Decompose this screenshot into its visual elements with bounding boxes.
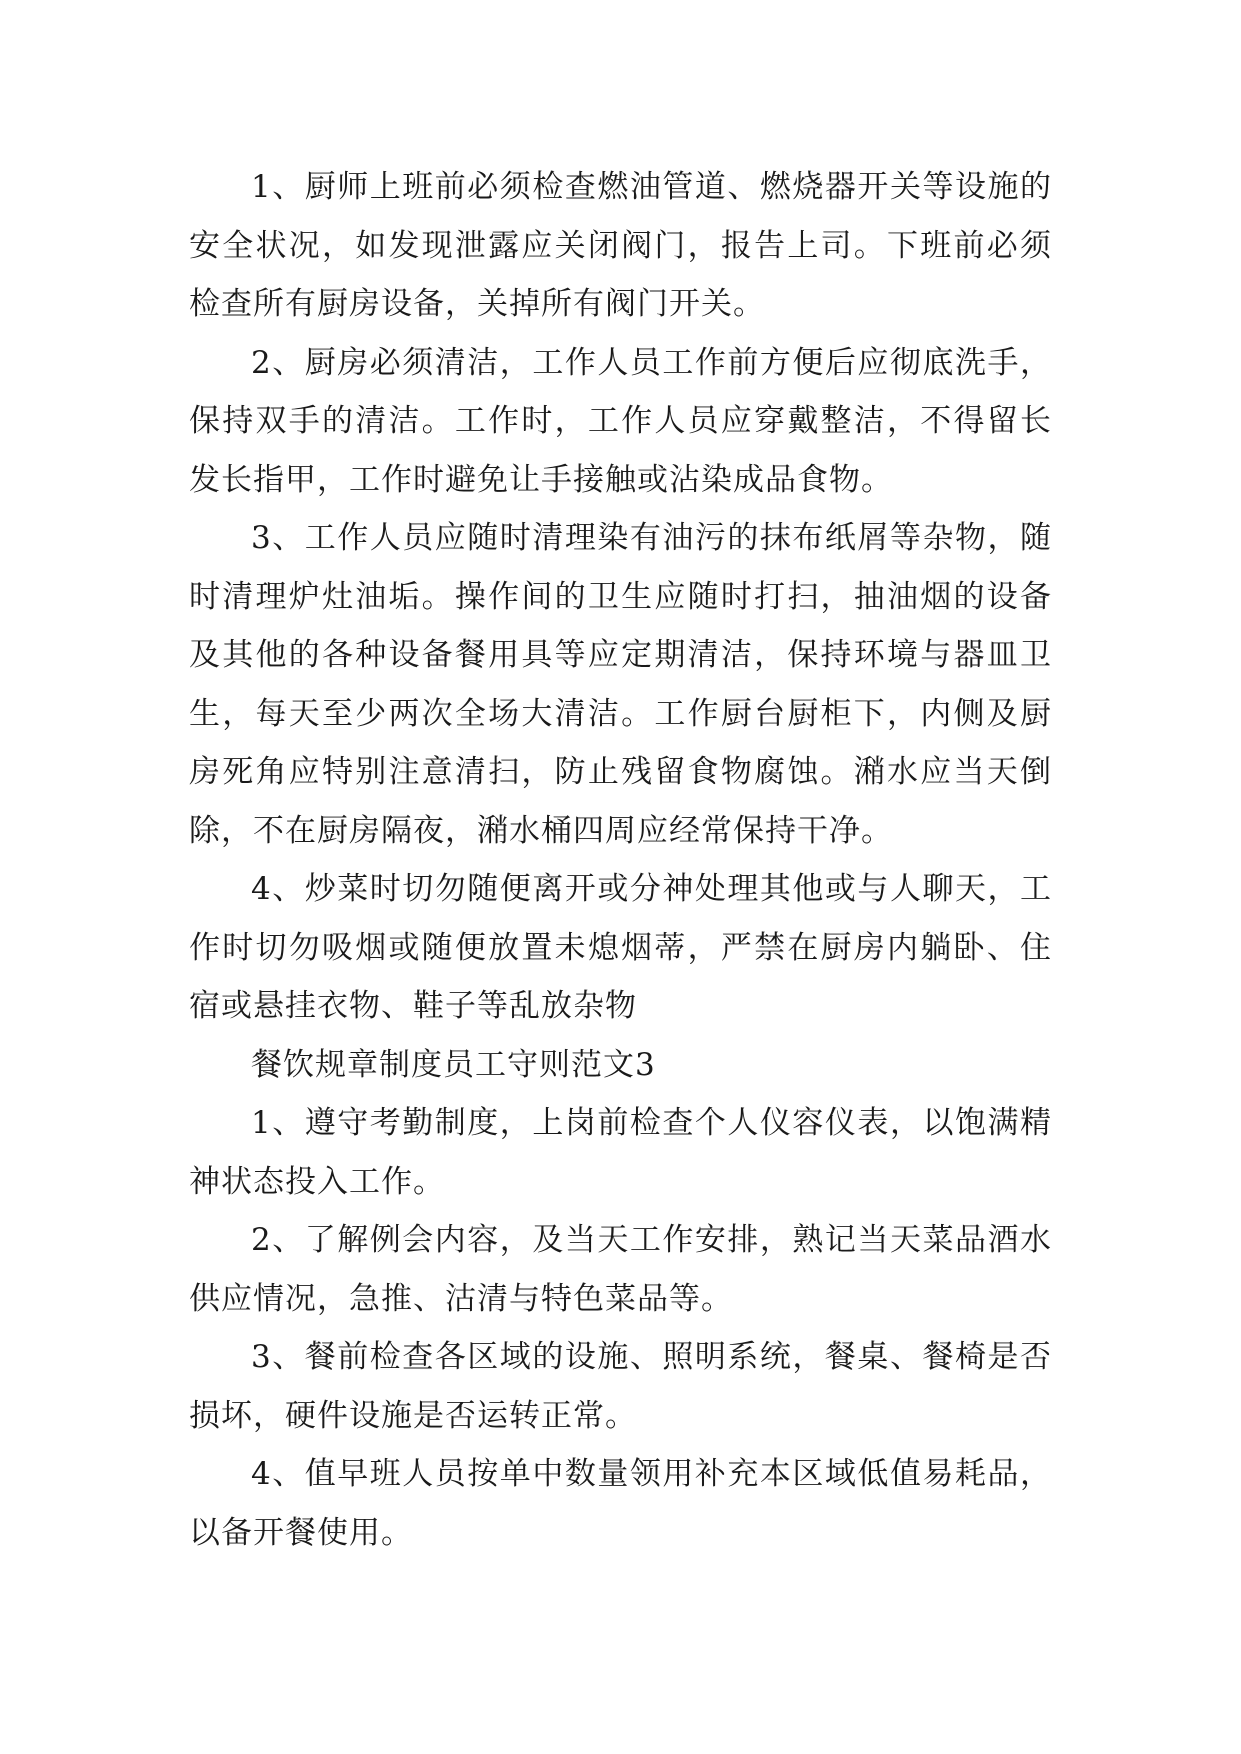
section-heading: 餐饮规章制度员工守则范文3: [251, 1046, 656, 1083]
paragraph-2: 2、厨房必须清洁，工作人员工作前方便后应彻底洗手，保持双手的清洁。工作时，工作人员应穿戴整洁，不得留长发长指甲，工作时避免让手接触或沾染成品食物。: [189, 344, 1052, 498]
paragraph-3: 3、工作人员应随时清理染有油污的抹布纸屑等杂物，随时清理炉灶油垢。操作间的卫生应随时打扫，抽油烟的设备及其他的各种设备餐用具等应定期清洁，保持环境与器皿卫生，每天至少两次全场大清洁。工作厨台厨柜下，内侧及厨房死角应特别注意清扫，防止残留食物腐蚀。潲水应当天倒除，不在厨房隔夜，潲水桶四周应经常保持干净。: [189, 520, 1052, 849]
paragraph-5: 1、遵守考勤制度，上岗前检查个人仪容仪表，以饱满精神状态投入工作。: [189, 1105, 1052, 1200]
paragraph-6: 2、了解例会内容，及当天工作安排，熟记当天菜品酒水供应情况，急推、沽清与特色菜品等。: [189, 1222, 1052, 1317]
paragraph-4: 4、炒菜时切勿随便离开或分神处理其他或与人聊天，工作时切勿吸烟或随便放置未熄烟蒂，严禁在厨房内躺卧、住宿或悬挂衣物、鞋子等乱放杂物: [189, 871, 1052, 1024]
paragraph-7: 3、餐前检查各区域的设施、照明系统，餐桌、餐椅是否损坏，硬件设施是否运转正常。: [189, 1339, 1052, 1434]
paragraph-8: 4、值早班人员按单中数量领用补充本区域低值易耗品，以备开餐使用。: [189, 1456, 1052, 1551]
paragraph-1: 1、厨师上班前必须检查燃油管道、燃烧器开关等设施的安全状况，如发现泄露应关闭阀门，报告上司。下班前必须检查所有厨房设备，关掉所有阀门开关。: [189, 169, 1052, 322]
document-body: [189, 158, 1052, 1562]
